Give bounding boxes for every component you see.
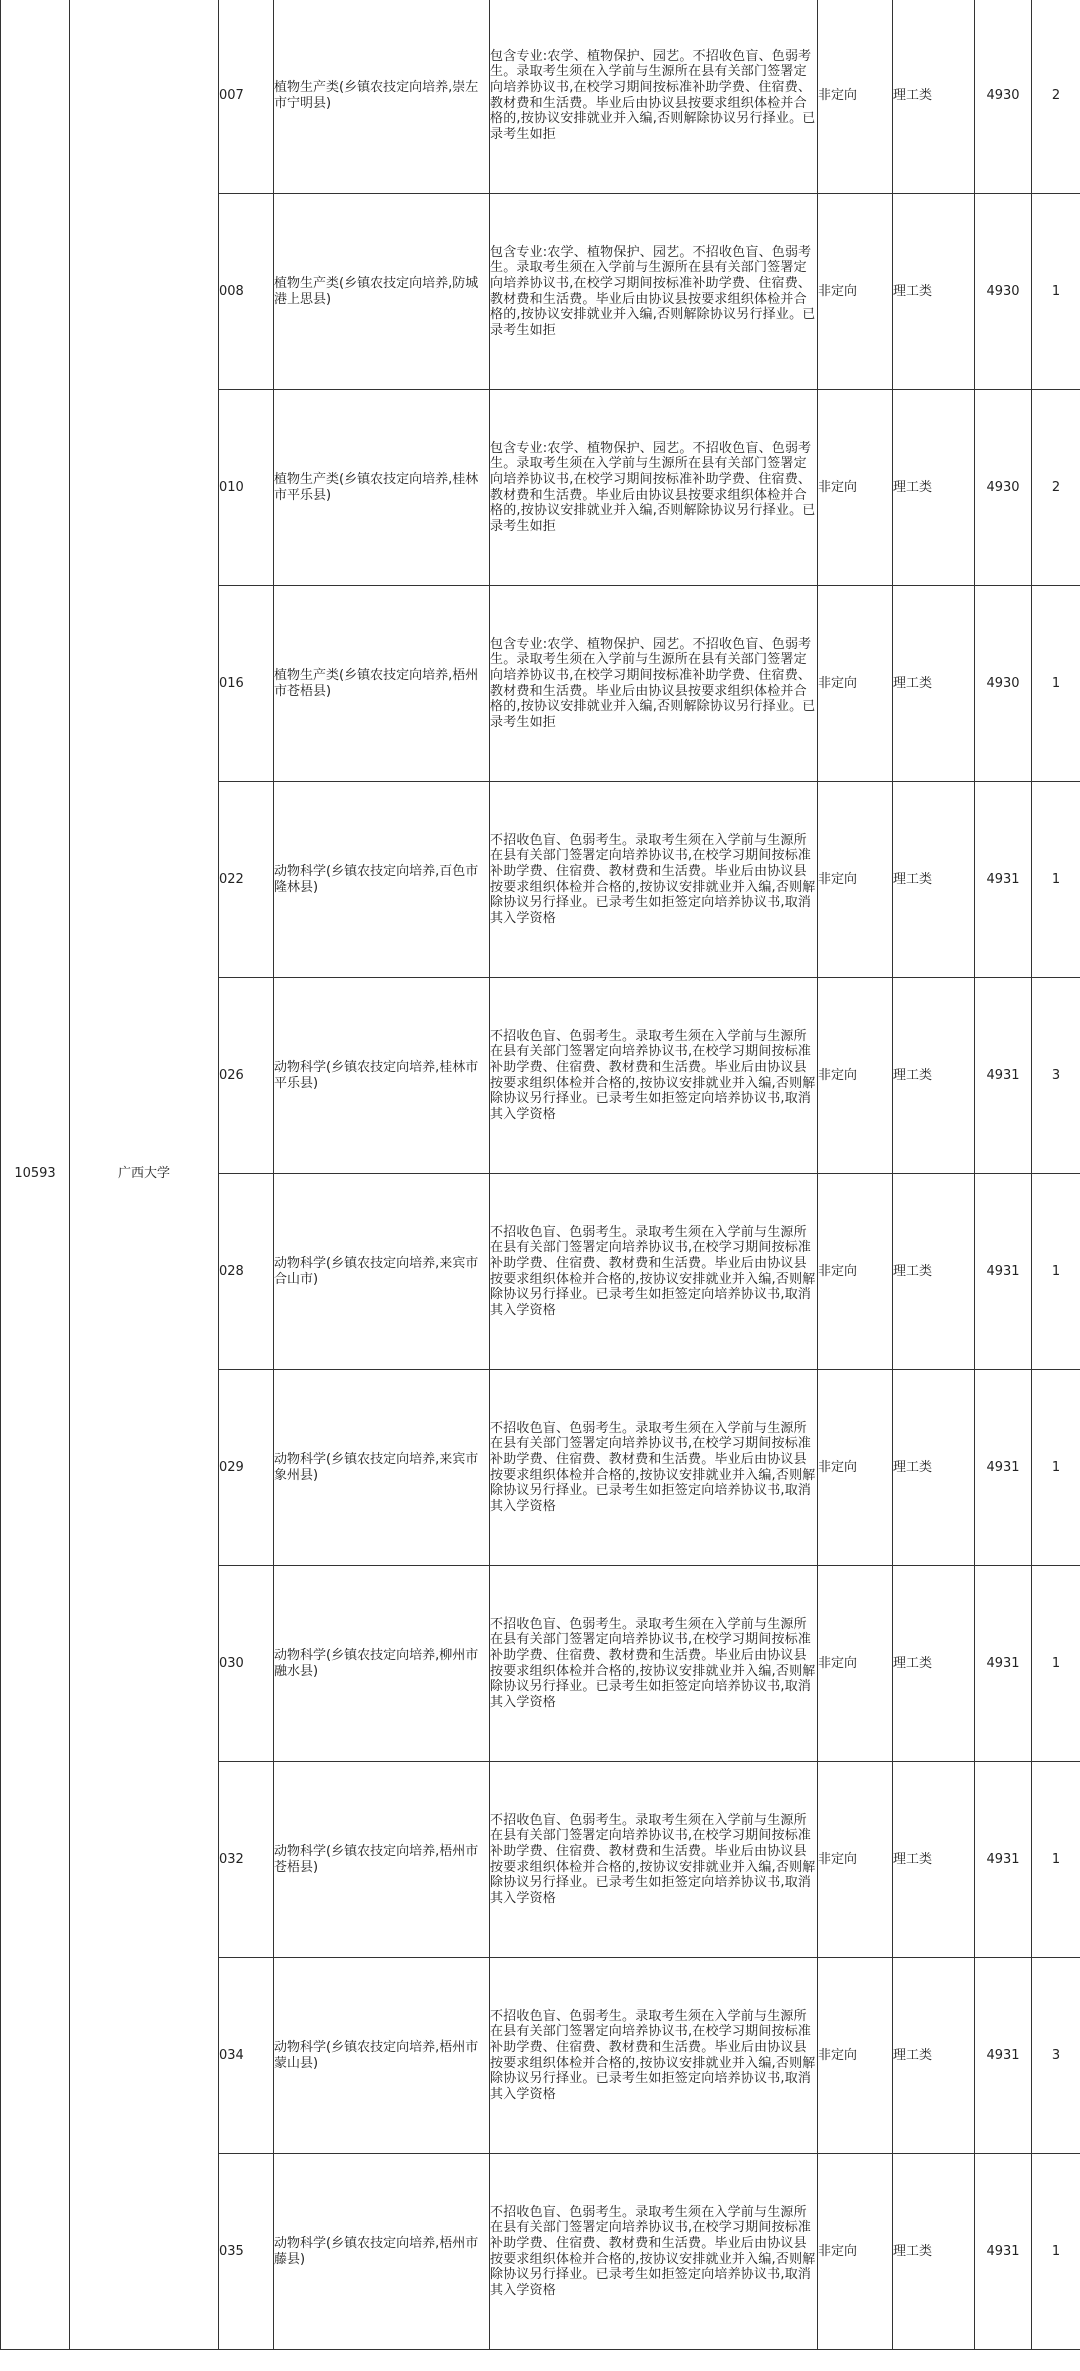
school-code-cell: 10593 (1, 0, 70, 2350)
plan-type-cell: 非定向 (818, 1958, 893, 2154)
table-body (1, 0, 1080, 2350)
enrollment-count-cell: 1 (1032, 1762, 1080, 1958)
enrollment-count-cell: 1 (1032, 782, 1080, 978)
subject-category-cell: 理工类 (893, 1370, 975, 1566)
plan-type-cell: 非定向 (818, 586, 893, 782)
program-code-cell: 007 (219, 0, 274, 194)
plan-type-cell: 非定向 (818, 1174, 893, 1370)
major-name-cell: 动物科学(乡镇农技定向培养,柳州市融水县) (274, 1566, 490, 1762)
major-group-code-cell: 4931 (975, 782, 1032, 978)
remarks-cell: 包含专业:农学、植物保护、园艺。不招收色盲、色弱考生。录取考生须在入学前与生源所在县有关部门签署定向培养协议书,在校学习期间按标准补助学费、住宿费、教材费和生活费。毕业后由协议县按要求组织体检并合格的,按协议安排就业并入编,否则解除协议另行择业。已录考生如拒 (490, 586, 818, 782)
major-name-cell: 动物科学(乡镇农技定向培养,来宾市合山市) (274, 1174, 490, 1370)
major-group-code-cell: 4931 (975, 1174, 1032, 1370)
major-name-cell: 动物科学(乡镇农技定向培养,梧州市蒙山县) (274, 1958, 490, 2154)
plan-type-cell: 非定向 (818, 1762, 893, 1958)
subject-category-cell: 理工类 (893, 0, 975, 194)
subject-category-cell: 理工类 (893, 390, 975, 586)
program-code-cell: 032 (219, 1762, 274, 1958)
major-name-cell: 动物科学(乡镇农技定向培养,梧州市苍梧县) (274, 1762, 490, 1958)
enrollment-count-cell: 3 (1032, 978, 1080, 1174)
table-row (1, 0, 1080, 194)
enrollment-count-cell: 1 (1032, 194, 1080, 390)
plan-type-cell: 非定向 (818, 978, 893, 1174)
major-group-code-cell: 4930 (975, 586, 1032, 782)
major-group-code-cell: 4931 (975, 1762, 1032, 1958)
subject-category-cell: 理工类 (893, 978, 975, 1174)
subject-category-cell: 理工类 (893, 1958, 975, 2154)
program-code-cell: 030 (219, 1566, 274, 1762)
school-name-cell: 广西大学 (70, 0, 219, 2350)
subject-category-cell: 理工类 (893, 194, 975, 390)
subject-category-cell: 理工类 (893, 1566, 975, 1762)
major-group-code-cell: 4931 (975, 1370, 1032, 1566)
program-code-cell: 022 (219, 782, 274, 978)
remarks-cell: 不招收色盲、色弱考生。录取考生须在入学前与生源所在县有关部门签署定向培养协议书,在校学习期间按标准补助学费、住宿费、教材费和生活费。毕业后由协议县按要求组织体检并合格的,按协议安排就业并入编,否则解除协议另行择业。已录考生如拒签定向培养协议书,取消其入学资格 (490, 978, 818, 1174)
plan-type-cell: 非定向 (818, 1370, 893, 1566)
major-name-cell: 植物生产类(乡镇农技定向培养,梧州市苍梧县) (274, 586, 490, 782)
major-name-cell: 动物科学(乡镇农技定向培养,百色市隆林县) (274, 782, 490, 978)
subject-category-cell: 理工类 (893, 1762, 975, 1958)
plan-type-cell: 非定向 (818, 390, 893, 586)
program-code-cell: 029 (219, 1370, 274, 1566)
enrollment-count-cell: 2 (1032, 0, 1080, 194)
remarks-cell: 不招收色盲、色弱考生。录取考生须在入学前与生源所在县有关部门签署定向培养协议书,在校学习期间按标准补助学费、住宿费、教材费和生活费。毕业后由协议县按要求组织体检并合格的,按协议安排就业并入编,否则解除协议另行择业。已录考生如拒签定向培养协议书,取消其入学资格 (490, 1566, 818, 1762)
plan-type-cell: 非定向 (818, 1566, 893, 1762)
enrollment-count-cell: 1 (1032, 586, 1080, 782)
major-group-code-cell: 4931 (975, 1566, 1032, 1762)
enrollment-count-cell: 1 (1032, 1174, 1080, 1370)
major-name-cell: 动物科学(乡镇农技定向培养,梧州市藤县) (274, 2154, 490, 2350)
remarks-cell: 包含专业:农学、植物保护、园艺。不招收色盲、色弱考生。录取考生须在入学前与生源所在县有关部门签署定向培养协议书,在校学习期间按标准补助学费、住宿费、教材费和生活费。毕业后由协议县按要求组织体检并合格的,按协议安排就业并入编,否则解除协议另行择业。已录考生如拒 (490, 0, 818, 194)
major-group-code-cell: 4931 (975, 978, 1032, 1174)
plan-type-cell: 非定向 (818, 782, 893, 978)
remarks-cell: 不招收色盲、色弱考生。录取考生须在入学前与生源所在县有关部门签署定向培养协议书,在校学习期间按标准补助学费、住宿费、教材费和生活费。毕业后由协议县按要求组织体检并合格的,按协议安排就业并入编,否则解除协议另行择业。已录考生如拒签定向培养协议书,取消其入学资格 (490, 1174, 818, 1370)
remarks-cell: 不招收色盲、色弱考生。录取考生须在入学前与生源所在县有关部门签署定向培养协议书,在校学习期间按标准补助学费、住宿费、教材费和生活费。毕业后由协议县按要求组织体检并合格的,按协议安排就业并入编,否则解除协议另行择业。已录考生如拒签定向培养协议书,取消其入学资格 (490, 782, 818, 978)
major-name-cell: 植物生产类(乡镇农技定向培养,崇左市宁明县) (274, 0, 490, 194)
enrollment-count-cell: 1 (1032, 1370, 1080, 1566)
major-name-cell: 植物生产类(乡镇农技定向培养,防城港上思县) (274, 194, 490, 390)
enrollment-count-cell: 3 (1032, 1958, 1080, 2154)
major-group-code-cell: 4931 (975, 1958, 1032, 2154)
enrollment-count-cell: 2 (1032, 390, 1080, 586)
major-name-cell: 植物生产类(乡镇农技定向培养,桂林市平乐县) (274, 390, 490, 586)
program-code-cell: 016 (219, 586, 274, 782)
major-group-code-cell: 4930 (975, 390, 1032, 586)
major-group-code-cell: 4931 (975, 2154, 1032, 2350)
major-group-code-cell: 4930 (975, 0, 1032, 194)
major-group-code-cell: 4930 (975, 194, 1032, 390)
remarks-cell: 包含专业:农学、植物保护、园艺。不招收色盲、色弱考生。录取考生须在入学前与生源所在县有关部门签署定向培养协议书,在校学习期间按标准补助学费、住宿费、教材费和生活费。毕业后由协议县按要求组织体检并合格的,按协议安排就业并入编,否则解除协议另行择业。已录考生如拒 (490, 194, 818, 390)
plan-type-cell: 非定向 (818, 194, 893, 390)
remarks-cell: 不招收色盲、色弱考生。录取考生须在入学前与生源所在县有关部门签署定向培养协议书,在校学习期间按标准补助学费、住宿费、教材费和生活费。毕业后由协议县按要求组织体检并合格的,按协议安排就业并入编,否则解除协议另行择业。已录考生如拒签定向培养协议书,取消其入学资格 (490, 1958, 818, 2154)
program-code-cell: 035 (219, 2154, 274, 2350)
enrollment-count-cell: 1 (1032, 1566, 1080, 1762)
major-name-cell: 动物科学(乡镇农技定向培养,桂林市平乐县) (274, 978, 490, 1174)
program-code-cell: 026 (219, 978, 274, 1174)
remarks-cell: 不招收色盲、色弱考生。录取考生须在入学前与生源所在县有关部门签署定向培养协议书,在校学习期间按标准补助学费、住宿费、教材费和生活费。毕业后由协议县按要求组织体检并合格的,按协议安排就业并入编,否则解除协议另行择业。已录考生如拒签定向培养协议书,取消其入学资格 (490, 1762, 818, 1958)
major-name-cell: 动物科学(乡镇农技定向培养,来宾市象州县) (274, 1370, 490, 1566)
plan-type-cell: 非定向 (818, 0, 893, 194)
program-code-cell: 028 (219, 1174, 274, 1370)
subject-category-cell: 理工类 (893, 586, 975, 782)
remarks-cell: 不招收色盲、色弱考生。录取考生须在入学前与生源所在县有关部门签署定向培养协议书,在校学习期间按标准补助学费、住宿费、教材费和生活费。毕业后由协议县按要求组织体检并合格的,按协议安排就业并入编,否则解除协议另行择业。已录考生如拒签定向培养协议书,取消其入学资格 (490, 2154, 818, 2350)
program-code-cell: 008 (219, 194, 274, 390)
subject-category-cell: 理工类 (893, 2154, 975, 2350)
program-code-cell: 034 (219, 1958, 274, 2154)
remarks-cell: 不招收色盲、色弱考生。录取考生须在入学前与生源所在县有关部门签署定向培养协议书,在校学习期间按标准补助学费、住宿费、教材费和生活费。毕业后由协议县按要求组织体检并合格的,按协议安排就业并入编,否则解除协议另行择业。已录考生如拒签定向培养协议书,取消其入学资格 (490, 1370, 818, 1566)
plan-type-cell: 非定向 (818, 2154, 893, 2350)
subject-category-cell: 理工类 (893, 1174, 975, 1370)
program-code-cell: 010 (219, 390, 274, 586)
remarks-cell: 包含专业:农学、植物保护、园艺。不招收色盲、色弱考生。录取考生须在入学前与生源所在县有关部门签署定向培养协议书,在校学习期间按标准补助学费、住宿费、教材费和生活费。毕业后由协议县按要求组织体检并合格的,按协议安排就业并入编,否则解除协议另行择业。已录考生如拒 (490, 390, 818, 586)
enrollment-count-cell: 1 (1032, 2154, 1080, 2350)
subject-category-cell: 理工类 (893, 782, 975, 978)
